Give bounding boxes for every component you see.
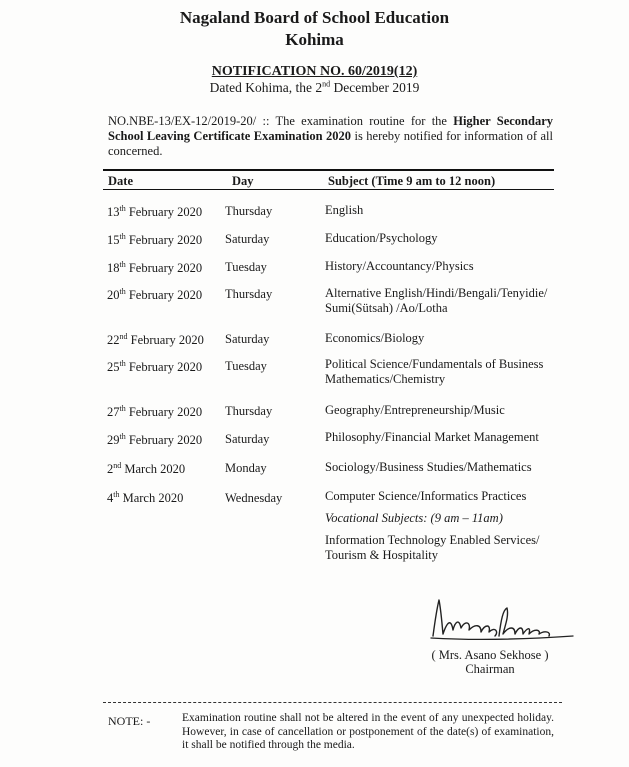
row-date: 4th March 2020 [107, 489, 184, 505]
vocational-label: Vocational Subjects: (9 am – 11am) [325, 511, 503, 525]
header-subject: Subject (Time 9 am to 12 noon) [328, 174, 496, 188]
row-day: Saturday [225, 232, 270, 246]
board-city: Kohima [285, 30, 344, 49]
row-subject: Sociology/Business Studies/Mathematics [325, 460, 532, 474]
reference-number: NO.NBE-13/EX-12/2019-20/ :: [108, 114, 270, 128]
note-label: NOTE: - [108, 714, 151, 728]
vocational-subject: Information Technology Enabled Services/ Tourism & Hospitality [325, 533, 540, 562]
signatory-title: Chairman [465, 662, 515, 676]
row-date: 13th February 2020 [107, 203, 203, 219]
board-name: Nagaland Board of School Education [179, 8, 450, 27]
row-date: 2nd March 2020 [107, 460, 186, 476]
row-date: 29th February 2020 [107, 431, 203, 447]
row-date: 20th February 2020 [107, 286, 203, 302]
row-day: Thursday [225, 287, 273, 301]
row-day: Saturday [225, 432, 270, 446]
row-day: Tuesday [225, 359, 267, 373]
reference-text-before: The examination routine for the [269, 114, 454, 128]
row-date: 25th February 2020 [107, 358, 203, 374]
chairman-signature [425, 596, 575, 646]
row-day: Saturday [225, 332, 270, 346]
row-subject: Alternative English/Hindi/Bengali/Tenyidie/ Sumi(Sütsah) /Ao/Lotha [325, 286, 548, 315]
table-top-rule [103, 169, 554, 171]
row-date: 18th February 2020 [107, 259, 203, 275]
row-day: Tuesday [225, 260, 267, 274]
row-subject: Education/Psychology [325, 231, 438, 245]
dated-line [0, 80, 629, 96]
row-day: Wednesday [225, 491, 283, 505]
row-day: Thursday [225, 404, 273, 418]
row-subject: Philosophy/Financial Market Management [325, 430, 539, 444]
note-text: Examination routine shall not be altered in the event of any unexpected holiday. However, in case of cancellation or postponement of the date(s) of examination, it shall be notified through the media. [182, 712, 554, 751]
row-subject: Political Science/Fundamentals of Business Mathematics/Chemistry [325, 357, 544, 386]
row-date: 15th February 2020 [107, 231, 203, 247]
header-date: Date [108, 174, 133, 188]
row-subject: Computer Science/Informatics Practices [325, 489, 527, 503]
dated-sup: nd [322, 79, 331, 89]
note-divider [103, 702, 562, 703]
reference-paragraph [108, 114, 553, 159]
signatory-name: ( Mrs. Asano Sekhose ) [431, 648, 549, 662]
table-header-rule [103, 189, 554, 190]
row-date: 22nd February 2020 [107, 331, 204, 347]
row-day: Monday [225, 461, 267, 475]
notification-number: NOTIFICATION NO. 60/2019(12) [211, 64, 418, 79]
row-day: Thursday [225, 204, 273, 218]
header-day: Day [232, 174, 254, 188]
exam-name: Higher Secondary School Leaving Certificate Examination 2020 [108, 114, 553, 143]
row-subject: English [325, 203, 364, 217]
row-subject: History/Accountancy/Physics [325, 259, 474, 273]
row-date: 27th February 2020 [107, 403, 203, 419]
reference-text-after: is hereby notified for information of all concerned. [108, 129, 553, 158]
row-subject: Geography/Entrepreneurship/Music [325, 403, 505, 417]
row-subject: Economics/Biology [325, 331, 425, 345]
dated-suffix: December 2019 [330, 80, 420, 95]
dated-prefix: Dated Kohima, the 2 [209, 80, 323, 95]
